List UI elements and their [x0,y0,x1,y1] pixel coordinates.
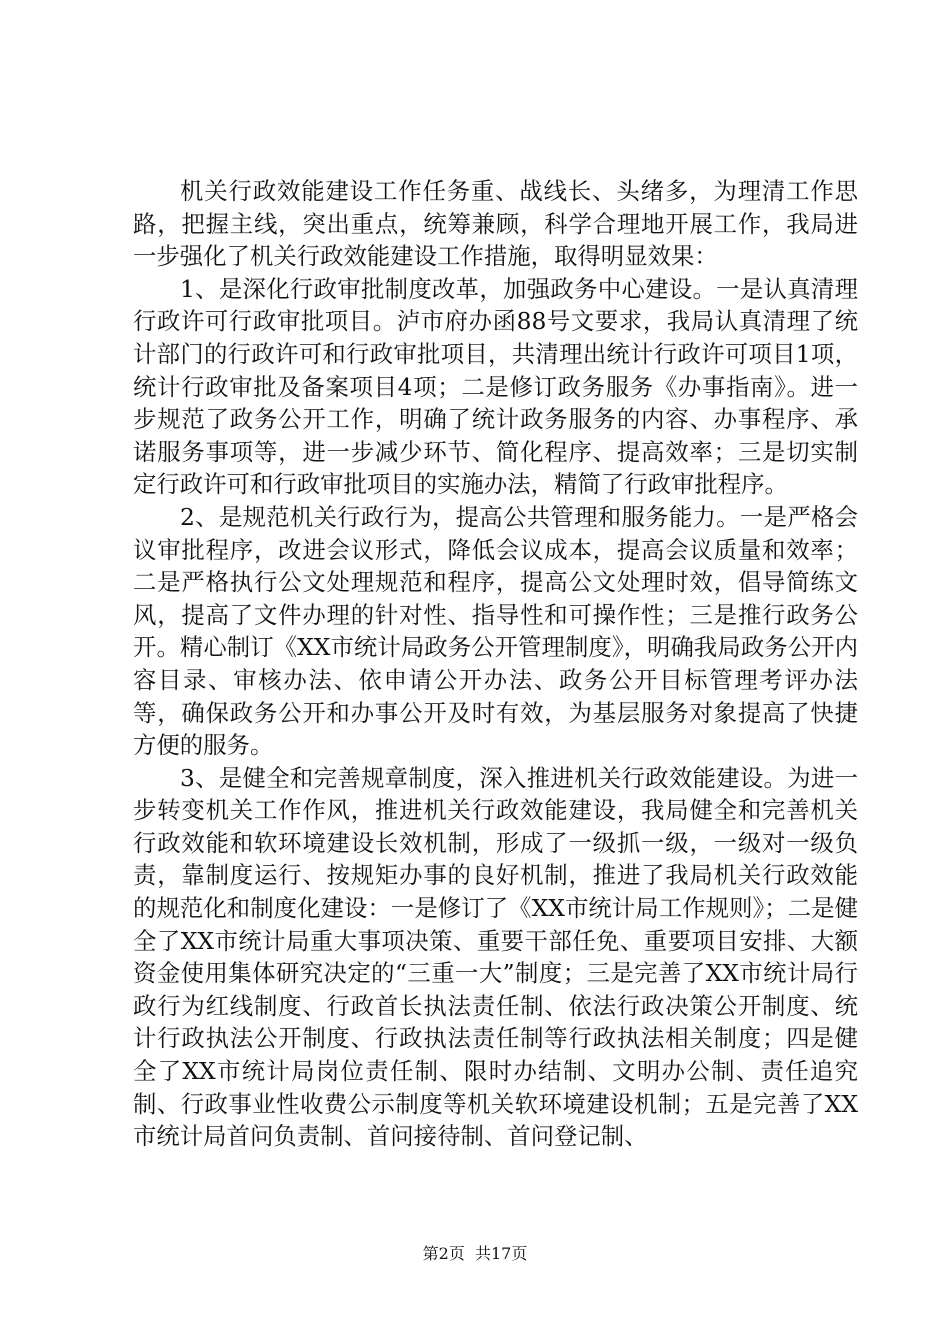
paragraph-item-1: 1、是深化行政审批制度改革，加强政务中心建设。一是认真清理行政许可行政审批项目。泸市府办函88号文要求，我局认真清理了统计部门的行政许可和行政审批项目，共清理出统计行政许可项目1项，统计行政审批及备案项目4项；二是修订政务服务《办事指南》。进一步规范了政务公开工作，明确了统计政务服务的内容、办事程序、承诺服务事项等，进一步减少环节、简化程序、提高效率；三是切实制定行政许可和行政审批项目的实施办法，精简了行政审批程序。 [133,274,858,499]
page-number: 第2页 共17页 [422,1244,528,1263]
paragraph-item-3: 3、是健全和完善规章制度，深入推进机关行政效能建设。为进一步转变机关工作作风，推进机关行政效能建设，我局健全和完善机关行政效能和软环境建设长效机制，形成了一级抓一级，一级对一级负责，靠制度运行、按规矩办事的良好机制，推进了我局机关行政效能的规范化和制度化建设：一是修订了《XX市统计局工作规则》；二是健全了XX市统计局重大事项决策、重要干部任免、重要项目安排、大额资金使用集体研究决定的“三重一大”制度；三是完善了XX市统计局行政行为红线制度、行政首长执法责任制、依法行政决策公开制度、统计行政执法公开制度、行政执法责任制等行政执法相关制度；四是健全了XX市统计局岗位责任制、限时办结制、文明办公制、责任追究制、行政事业性收费公示制度等机关软环境建设机制；五是完善了XX市统计局首问负责制、首问接待制、首问登记制、 [133,763,858,1151]
document-body [133,175,858,1153]
paragraph-item-2: 2、是规范机关行政行为，提高公共管理和服务能力。一是严格会议审批程序，改进会议形式，降低会议成本，提高会议质量和效率；二是严格执行公文处理规范和程序，提高公文处理时效，倡导简练文风，提高了文件办理的针对性、指导性和可操作性；三是推行政务公开。精心制订《XX市统计局政务公开管理制度》，明确我局政务公开内容目录、审核办法、依申请公开办法、政务公开目标管理考评办法等，确保政务公开和办事公开及时有效，为基层服务对象提高了快捷方便的服务。 [133,502,858,760]
page-footer [0,1244,950,1264]
paragraph-intro: 机关行政效能建设工作任务重、战线长、头绪多，为理清工作思路，把握主线，突出重点，统筹兼顾，科学合理地开展工作，我局进一步强化了机关行政效能建设工作措施，取得明显效果： [133,177,858,271]
